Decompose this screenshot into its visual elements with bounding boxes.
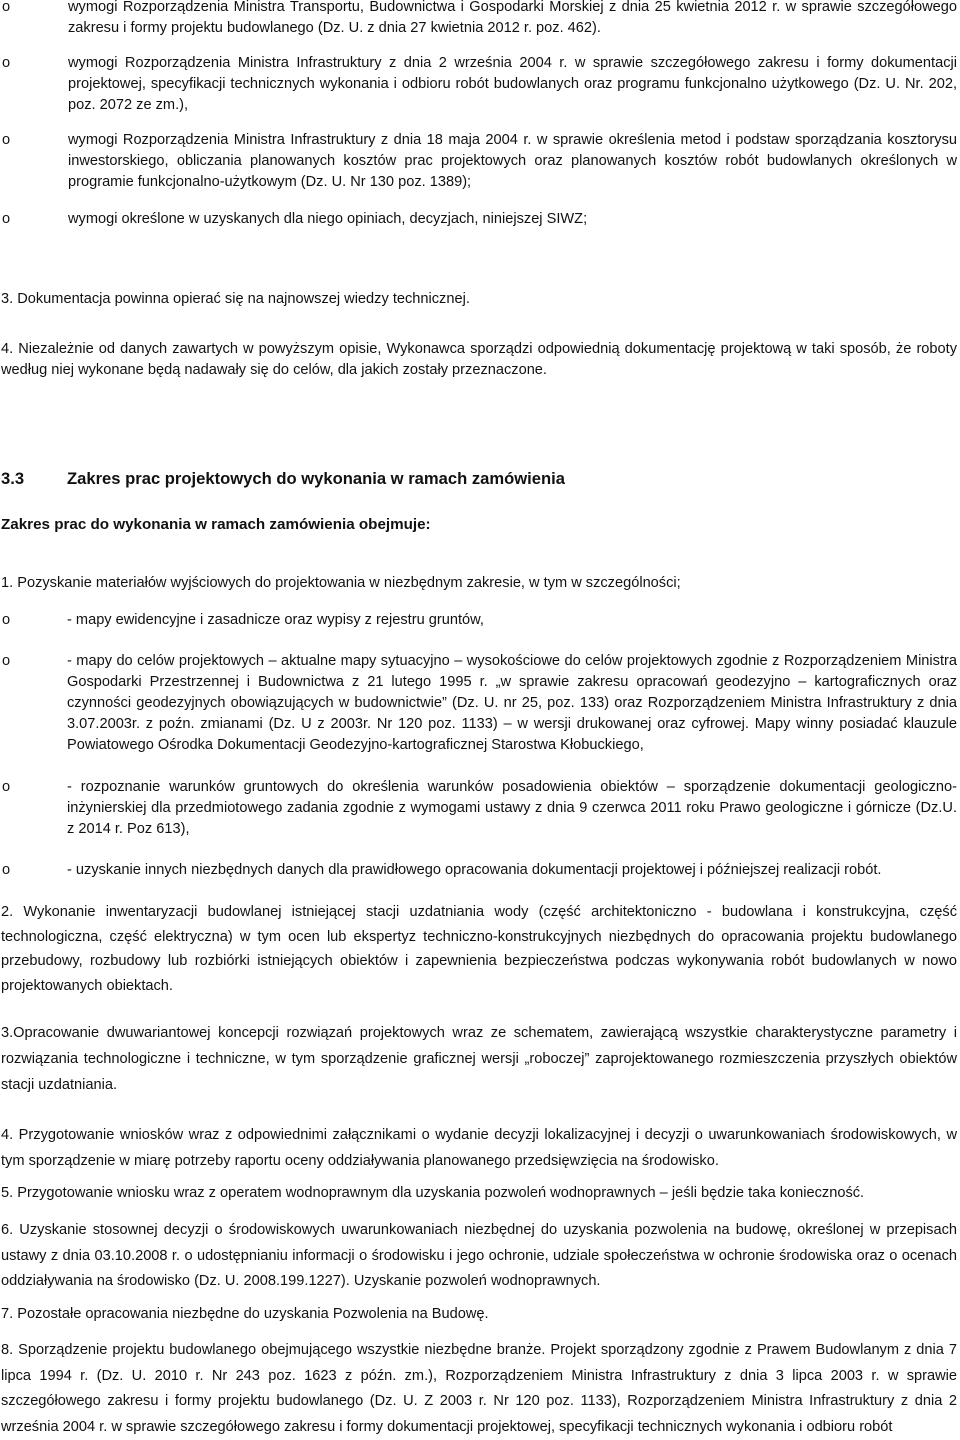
section-heading	[1, 468, 957, 489]
item-3: 3.Opracowanie dwuwariantowej koncepcji rozwiązań projektowych wraz ze schematem, zawierającą wszystkie charakterystyczne parametry i rozwiązania technologiczne i techniczne, w tym sporządzenie graficznej wersji „roboczej” zaprojektowanego rozmieszczenia przyszłych obiektów stacji uzdatniania.	[1, 1025, 957, 1093]
list-item	[1, 860, 957, 881]
list-item	[1, 130, 957, 193]
item-6: 6. Uzyskanie stosownej decyzji o środowiskowych uwarunkowaniach niezbędnej do uzyskania pozwolenia na budowę, określonej w przepisach ustawy z dnia 03.10.2008 r. o udostępnianiu informacji o środowisku i jego ochronie, udziale społeczeństwa w ochronie środowiska oraz o ocenach oddziaływania na środowisko (Dz. U. 2008.199.1227). Uzyskanie pozwoleń wodnoprawnych.	[1, 1222, 957, 1289]
list-item	[1, 209, 957, 230]
list-item	[1, 610, 957, 631]
bullet-marker: o	[2, 653, 11, 669]
list-item-text: wymogi Rozporządzenia Ministra Transportu, Budownictwa i Gospodarki Morskiej z dnia 25 kwietnia 2012 r. w sprawie szczegółowego zakresu i formy projektu budowlanego (Dz. U. z dnia 27 kwietnia 2012 r. poz. 462).	[68, 0, 957, 36]
item-2: 2. Wykonanie inwentaryzacji budowlanej istniejącej stacji uzdatniania wody (część architektoniczno - budowlana i konstrukcyjna, część technologiczna, część elektryczna) w tym ocen lub ekspertyz techniczno-konstrukcyjnych niezbędnych do opracowania projektu budowlanego przebudowy, rozbudowy lub rozbiórki istniejących obiektów i zapewnienia bezpieczeństwa podczas wykonywania robót budowlanych w nowo projektowanych obiektach.	[1, 904, 957, 995]
paragraph-3: 3. Dokumentacja powinna opierać się na najnowszej wiedzy technicznej.	[1, 291, 470, 307]
list-item	[1, 0, 957, 39]
item-5: 5. Przygotowanie wniosku wraz z operatem wodnoprawnym dla uzyskania pozwoleń wodnoprawnych – jeśli będzie taka konieczność.	[1, 1185, 865, 1201]
bullet-marker: o	[2, 0, 11, 15]
bullet-marker: o	[2, 862, 11, 878]
bullet-marker: o	[2, 55, 11, 71]
list-item-text: wymogi Rozporządzenia Ministra Infrastruktury z dnia 18 maja 2004 r. w sprawie określenia metod i podstaw sporządzania kosztorysu inwestorskiego, obliczania planowanych kosztów prac projektowych oraz planowanych kosztów robót budowlanych określonych w programie funkcjonalno-użytkowym (Dz. U. Nr 130 poz. 1389);	[68, 132, 957, 190]
section-number: 3.3	[1, 469, 25, 488]
list-item-text: - mapy do celów projektowych – aktualne mapy sytuacyjno – wysokościowe do celów projektowych zgodnie z Rozporządzeniem Ministra Gospodarki Przestrzennej i Budownictwa z 21 lutego 1995 r. „w sprawie zakresu opracowań geodezyjno – kartograficznych oraz czynności geodezyjnych obowiązujących w budownictwie” (Dz. U. nr 25, poz. 133) oraz Rozporządzeniem Ministra Infrastruktury z dnia 3.07.2003r. z poźn. zmianami (Dz. U z 2003r. Nr 120 poz. 1133) – w wersji drukowanej oraz cyfrowej. Mapy winny posiadać klauzule Powiatowego Ośrodka Dokumentacji Geodezyjno-kartograficznej Starostwa Kłobuckiego,	[67, 653, 957, 753]
list-item-text: - rozpoznanie warunków gruntowych do określenia warunków posadowienia obiektów – sporządzenie dokumentacji geologiczno-inżynierskiej dla przedmiotowego zadania zgodnie z wymogami ustawy z dnia 9 czerwca 2011 roku Prawo geologiczne i górnicze (Dz.U. z 2014 r. Poz 613),	[67, 779, 957, 837]
list-item	[1, 777, 957, 840]
bullet-marker: o	[2, 211, 11, 227]
list-item-text: wymogi Rozporządzenia Ministra Infrastruktury z dnia 2 września 2004 r. w sprawie szczegółowego zakresu i formy dokumentacji projektowej, specyfikacji technicznych wykonania i odbioru robót budowlanych oraz programu funkcjonalno użytkowego (Dz. U. Nr. 202, poz. 2072 ze zm.),	[68, 55, 957, 113]
list-item	[1, 651, 957, 756]
paragraph-4: 4. Niezależnie od danych zawartych w powyższym opisie, Wykonawca sporządzi odpowiednią dokumentację projektową w taki sposób, że roboty według niej wykonane będą nadawały się do celów, dla jakich zostały przeznaczone.	[1, 341, 957, 378]
item-7: 7. Pozostałe opracowania niezbędne do uzyskania Pozwolenia na Budowę.	[1, 1306, 489, 1322]
subheading: Zakres prac do wykonania w ramach zamówienia obejmuje:	[1, 516, 431, 533]
bullet-marker: o	[2, 612, 11, 628]
bullet-marker: o	[2, 132, 11, 148]
item-1: 1. Pozyskanie materiałów wyjściowych do projektowania w niezbędnym zakresie, w tym w szczególności;	[1, 575, 681, 591]
item-8: 8. Sporządzenie projektu budowlanego obejmującego wszystkie niezbędne branże. Projekt sporządzony zgodnie z Prawem Budowlanym z dnia 7 lipca 1994 r. (Dz. U. 2010 r. Nr 243 poz. 1623 z późn. zm.), Rozporządzeniem Ministra Infrastruktury z dnia 3 lipca 2003 r. w sprawie szczegółowego zakresu i formy projektu budowlanego (Dz. U. Z 2003 r. Nr 120 poz. 1133), Rozporządzeniem Ministra Infrastruktury z dnia 2 września 2004 r. w sprawie szczegółowego zakresu i formy dokumentacji projektowej, specyfikacji technicznych wykonania i odbioru robót	[1, 1342, 957, 1435]
list-item-text: - mapy ewidencyjne i zasadnicze oraz wypisy z rejestru gruntów,	[67, 612, 484, 628]
list-item-text: wymogi określone w uzyskanych dla niego opiniach, decyzjach, niniejszej SIWZ;	[68, 211, 588, 227]
bullet-marker: o	[2, 779, 11, 795]
section-title: Zakres prac projektowych do wykonania w ramach zamówienia	[67, 469, 565, 488]
item-4: 4. Przygotowanie wniosków wraz z odpowiednimi załącznikami o wydanie decyzji lokalizacyjnej i decyzji o uwarunkowaniach środowiskowych, w tym sporządzenie w miarę potrzeby raportu oceny oddziaływania planowanego przedsięwzięcia na środowisko.	[1, 1127, 957, 1169]
list-item	[1, 53, 957, 116]
list-item-text: - uzyskanie innych niezbędnych danych dla prawidłowego opracowania dokumentacji projektowej i późniejszej realizacji robót.	[67, 862, 882, 878]
